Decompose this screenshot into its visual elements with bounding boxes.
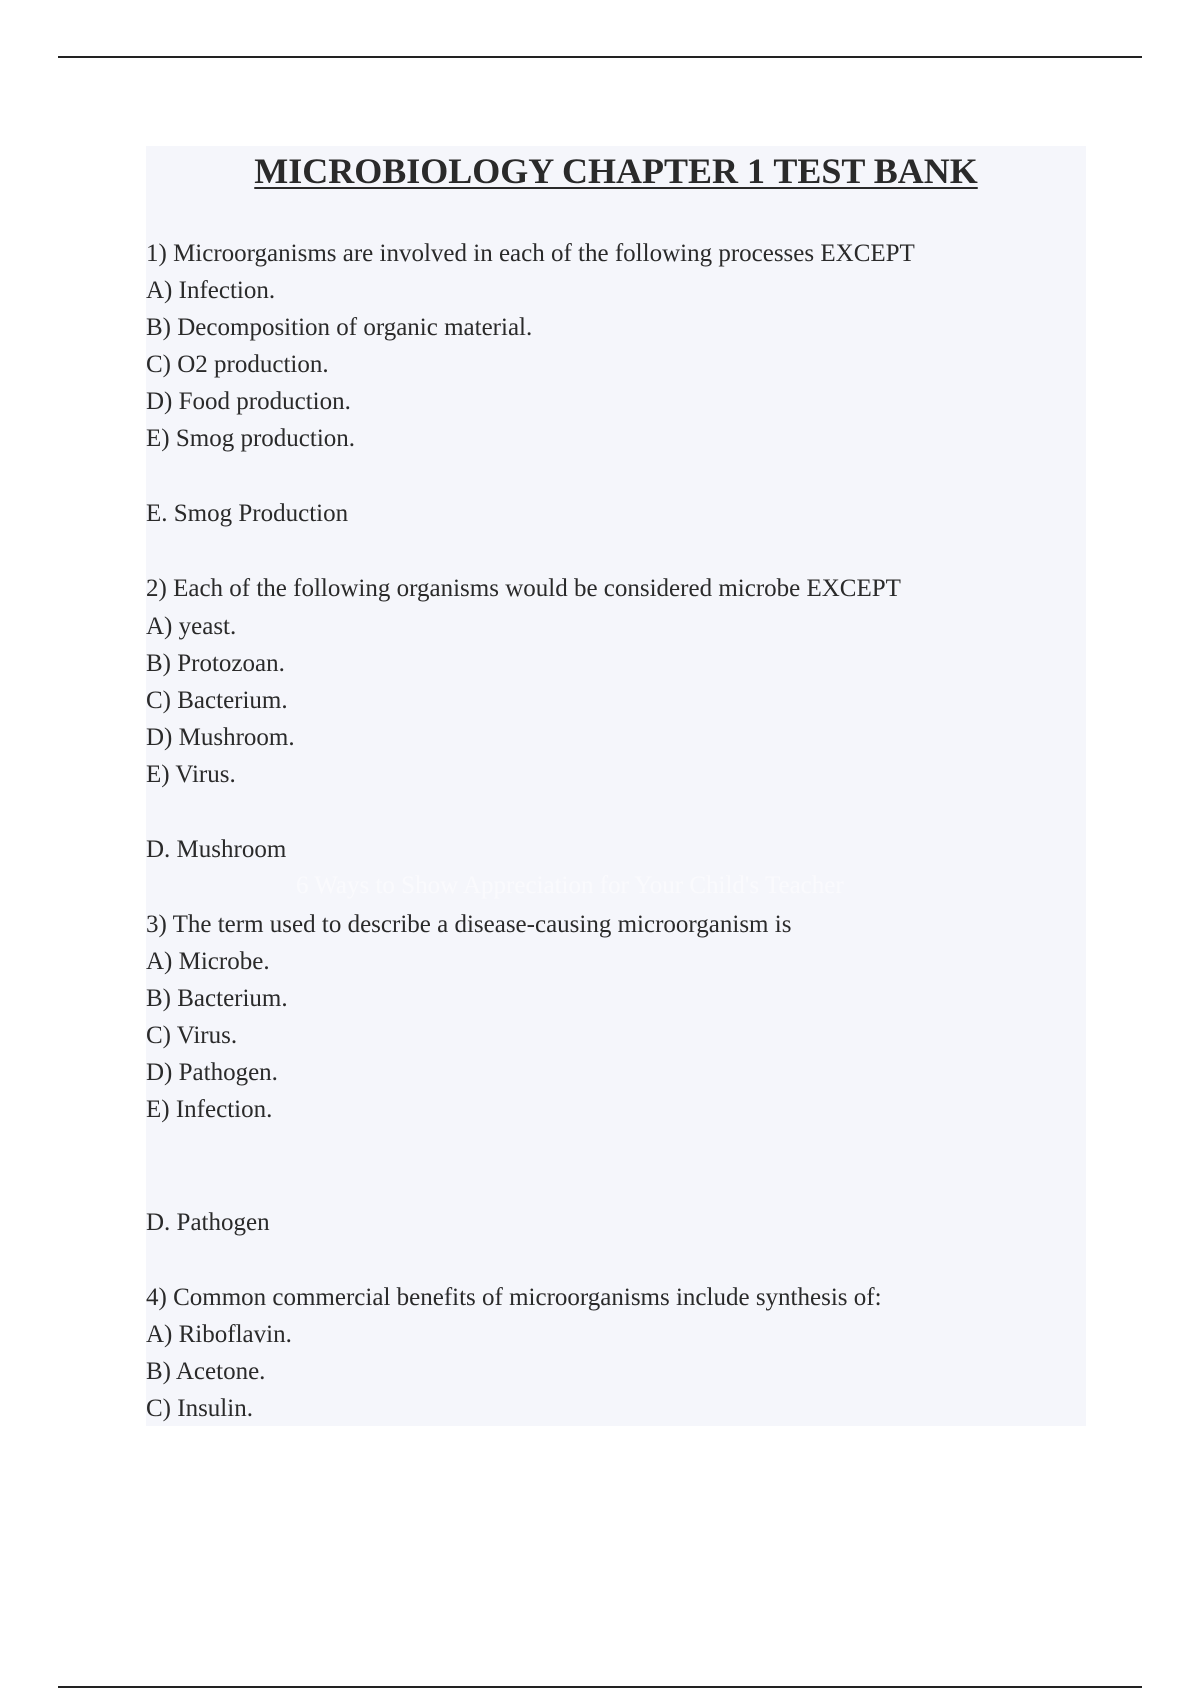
question-2-option-d: D) Mushroom. [146,724,295,751]
question-3-answer: D. Pathogen [146,1209,270,1236]
question-2-option-e: E) Virus. [146,761,236,788]
watermark-text: 6 Ways to Show Appreciation for Your Child's Teacher [296,872,844,899]
question-3-option-a: A) Microbe. [146,948,270,975]
question-4-option-c: C) Insulin. [146,1395,253,1422]
question-4-option-a: A) Riboflavin. [146,1321,292,1348]
question-1-option-d: D) Food production. [146,388,351,415]
question-2-option-a: A) yeast. [146,613,237,640]
question-3-option-e: E) Infection. [146,1096,273,1123]
question-2-option-b: B) Protozoan. [146,650,285,677]
question-2-answer: D. Mushroom [146,836,287,863]
question-2-option-c: C) Bacterium. [146,687,288,714]
question-1-option-e: E) Smog production. [146,425,356,452]
question-1-answer: E. Smog Production [146,500,349,527]
question-1-prompt: 1) Microorganisms are involved in each of the following processes EXCEPT [146,240,915,267]
top-rule [58,56,1142,58]
question-4-prompt: 4) Common commercial benefits of microorganisms include synthesis of: [146,1284,882,1311]
bottom-rule [58,1686,1142,1688]
question-1-option-b: B) Decomposition of organic material. [146,314,533,341]
question-3-option-d: D) Pathogen. [146,1059,278,1086]
question-4-option-b: B) Acetone. [146,1358,266,1385]
question-3-prompt: 3) The term used to describe a disease-causing microorganism is [146,911,792,938]
question-1-option-a: A) Infection. [146,277,276,304]
question-3-option-b: B) Bacterium. [146,985,288,1012]
document-title: MICROBIOLOGY CHAPTER 1 TEST BANK [254,151,978,191]
question-3-option-c: C) Virus. [146,1022,238,1049]
document-page [146,146,1086,1426]
question-2-prompt: 2) Each of the following organisms would be considered microbe EXCEPT [146,575,901,602]
question-1-option-c: C) O2 production. [146,351,329,378]
